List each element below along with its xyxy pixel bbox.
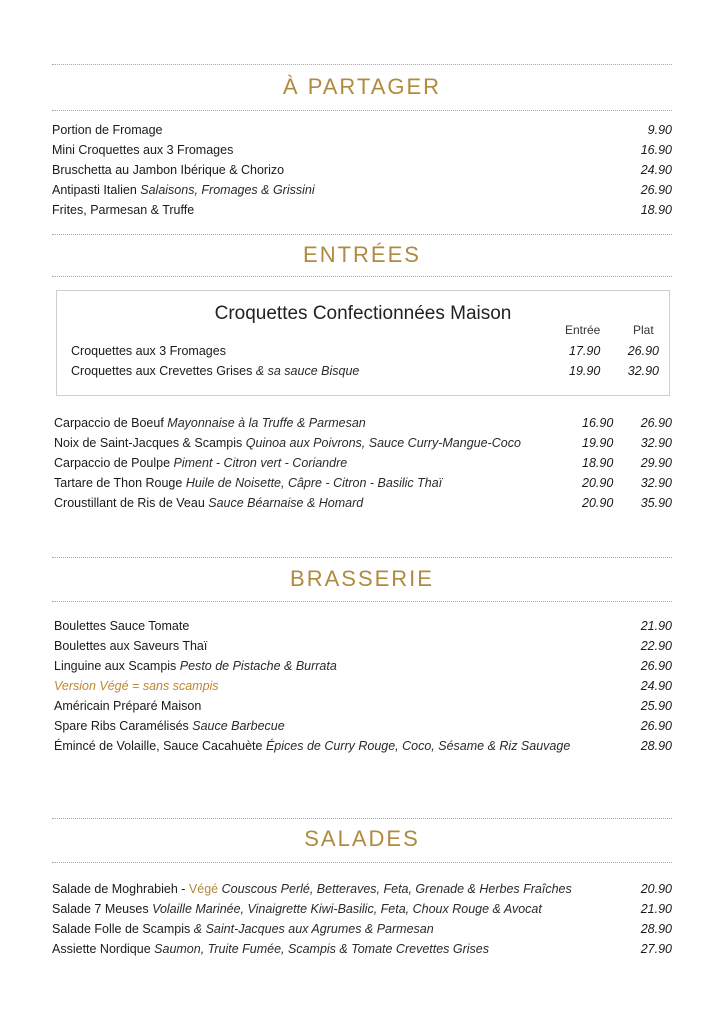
item-name: Salade 7 Meuses (52, 902, 149, 916)
item-name: Portion de Fromage (52, 123, 163, 137)
list-item (54, 616, 672, 636)
croquettes-box (56, 290, 670, 396)
item-description: Épices de Curry Rouge, Coco, Sésame & Riz Sauvage (265, 739, 571, 753)
item-description: Volaille Marinée, Vinaigrette Kiwi-Basilic, Feta, Choux Rouge & Avocat (152, 902, 542, 916)
item-name: Croquettes aux 3 Fromages (71, 344, 226, 358)
item-price-plat: 35.90 (640, 496, 672, 510)
item-description: & sa sauce Bisque (255, 364, 360, 378)
list-item (54, 736, 672, 756)
item-name: Noix de Saint-Jacques & Scampis (54, 436, 243, 450)
item-price-plat: 32.90 (640, 436, 672, 450)
list-item (52, 879, 672, 899)
item-name: Carpaccio de Poulpe (54, 456, 171, 470)
item-price: 28.90 (640, 739, 672, 753)
item-price: 16.90 (640, 143, 672, 157)
divider (52, 862, 672, 863)
item-name: Assiette Nordique (52, 942, 151, 956)
item-name: Tartare de Thon Rouge (54, 476, 183, 490)
item-price: 27.90 (640, 942, 672, 956)
item-price: 26.90 (640, 659, 672, 673)
item-description: Mayonnaise à la Truffe & Parmesan (167, 416, 366, 430)
box-title: Croquettes Confectionnées Maison (214, 303, 512, 324)
list-item (52, 160, 672, 180)
section-title-brasserie: BRASSERIE (290, 566, 434, 591)
list-item (54, 696, 672, 716)
item-price: 25.90 (640, 699, 672, 713)
item-price: 9.90 (647, 123, 672, 137)
list-item (54, 676, 672, 696)
divider (52, 557, 672, 558)
list-item (52, 140, 672, 160)
col-header-plat: Plat (633, 323, 654, 337)
list-item (54, 636, 672, 656)
item-price: 28.90 (640, 922, 672, 936)
item-name: Mini Croquettes aux 3 Fromages (52, 143, 234, 157)
item-price-entree: 20.90 (582, 496, 614, 510)
list-item (52, 899, 672, 919)
item-name: Salade Folle de Scampis (52, 922, 191, 936)
item-price: 18.90 (640, 203, 672, 217)
item-name: Spare Ribs Caramélisés (54, 719, 189, 733)
list-item (54, 453, 672, 473)
col-header-entree: Entrée (565, 323, 601, 337)
list-item (52, 939, 672, 959)
list-item (54, 433, 672, 453)
item-description: & Saint-Jacques aux Agrumes & Parmesan (193, 922, 434, 936)
item-name: Linguine aux Scampis (54, 659, 177, 673)
item-price-entree: 16.90 (582, 416, 614, 430)
divider (52, 601, 672, 602)
item-price-plat: 32.90 (627, 364, 659, 378)
item-name: Bruschetta au Jambon Ibérique & Chorizo (52, 163, 285, 177)
item-description: Version Végé = sans scampis (54, 679, 219, 693)
section-title-salades: SALADES (304, 826, 420, 851)
item-name: Boulettes aux Saveurs Thaï (54, 639, 208, 653)
item-price-plat: 29.90 (640, 456, 672, 470)
list-item (54, 656, 672, 676)
section-title-entrees: ENTRÉES (303, 242, 421, 267)
item-price-entree: 19.90 (569, 364, 601, 378)
item-price-plat: 32.90 (640, 476, 672, 490)
list-item (52, 120, 672, 140)
list-item (54, 493, 672, 513)
list-item (54, 413, 672, 433)
list-item (52, 180, 672, 200)
item-price: 26.90 (640, 183, 672, 197)
item-description: Sauce Béarnaise & Homard (208, 496, 364, 510)
divider (52, 64, 672, 65)
item-name: Croustillant de Ris de Veau (54, 496, 205, 510)
item-description: Couscous Perlé, Betteraves, Feta, Grenade & Herbes Fraîches (221, 882, 572, 896)
list-item (54, 473, 672, 493)
item-name: Américain Préparé Maison (54, 699, 202, 713)
item-price-entree: 19.90 (582, 436, 614, 450)
item-price: 24.90 (640, 679, 672, 693)
vege-tag: Végé (188, 882, 219, 896)
list-item (54, 716, 672, 736)
item-name: Croquettes aux Crevettes Grises (71, 364, 253, 378)
item-price: 24.90 (640, 163, 672, 177)
item-price: 21.90 (640, 619, 672, 633)
item-description: Huile de Noisette, Câpre - Citron - Basilic Thaï (185, 476, 443, 490)
item-price-entree: 17.90 (569, 344, 601, 358)
item-price-entree: 20.90 (582, 476, 614, 490)
item-price-plat: 26.90 (640, 416, 672, 430)
item-description: Saumon, Truite Fumée, Scampis & Tomate Crevettes Grises (154, 942, 490, 956)
item-description: Pesto de Pistache & Burrata (179, 659, 337, 673)
list-item (52, 200, 672, 220)
divider (52, 110, 672, 111)
item-price: 20.90 (640, 882, 672, 896)
item-name: Frites, Parmesan & Truffe (52, 203, 195, 217)
item-description: Salaisons, Fromages & Grissini (140, 183, 315, 197)
item-name: Carpaccio de Boeuf (54, 416, 164, 430)
item-name: Boulettes Sauce Tomate (54, 619, 190, 633)
item-description: Quinoa aux Poivrons, Sauce Curry-Mangue-Coco (245, 436, 521, 450)
item-price: 21.90 (640, 902, 672, 916)
section-title-partager: À PARTAGER (282, 74, 442, 99)
item-price: 22.90 (640, 639, 672, 653)
divider (52, 234, 672, 235)
item-name: Antipasti Italien (52, 183, 137, 197)
item-description: Piment - Citron vert - Coriandre (173, 456, 348, 470)
item-name: Émincé de Volaille, Sauce Cacahuète (54, 739, 263, 753)
item-name: Salade de Moghrabieh - (52, 882, 189, 896)
list-item (71, 361, 659, 381)
list-item (52, 919, 672, 939)
list-item (71, 341, 659, 361)
item-price: 26.90 (640, 719, 672, 733)
item-description: Sauce Barbecue (192, 719, 285, 733)
divider (52, 276, 672, 277)
divider (52, 818, 672, 819)
item-price-plat: 26.90 (627, 344, 659, 358)
item-price-entree: 18.90 (582, 456, 614, 470)
